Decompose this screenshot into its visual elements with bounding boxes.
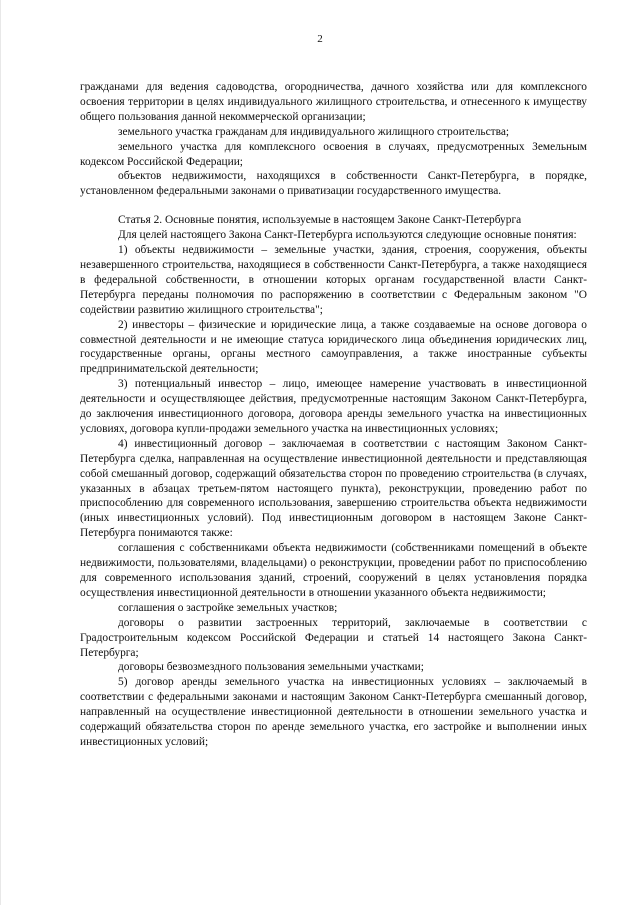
- paragraph: соглашения с собственниками объекта недвижимости (собственниками помещений в объекте недвижимости, пользователями, владельцами) о реконструкции, проведении работ по приспособлению для современного использования зданий, строений, сооружений в целях установления порядка осуществления инвестиционной деятельности в отношении указанного объекта недвижимости;: [80, 542, 587, 599]
- article-heading: Статья 2. Основные понятия, используемые в настоящем Законе Санкт-Петербурга: [118, 214, 522, 227]
- definition-5: 5) договор аренды земельного участка на инвестиционных условиях – заключаемый в соответствии с федеральными законами и настоящим Законом Санкт-Петербурга смешанный договор, направленный на осуществление инвестиционной деятельности в отношении земельного участка и содержащий обязательства сторон по аренде земельного участка, его застройке и выполнении иных инвестиционных условий;: [80, 676, 587, 748]
- document-body: [80, 80, 587, 750]
- paragraph: соглашения о застройке земельных участков;: [118, 601, 338, 614]
- page-number: 2: [317, 33, 323, 45]
- definition-4: 4) инвестиционный договор – заключаемая в соответствии с настоящим Законом Санкт-Петербурга сделка, направленная на осуществление инвестиционной деятельности и представляющая собой смешанный договор, содержащий обязательства сторон по проведению строительства (в случаях, указанных в абзацах третьем-пятом настоящего пункта), реконструкции, проведению работ по приспособлению для современного использования, завершению строительства объекта недвижимости (иных инвестиционных условий). Под инвестиционным договором в настоящем Законе Санкт-Петербурга понимаются также:: [80, 437, 587, 540]
- definition-1: 1) объекты недвижимости – земельные участки, здания, строения, сооружения, объекты незавершенного строительства, находящиеся в собственности Санкт-Петербурга, а также находящиеся в федеральной собственности, в отношении которых органам государственной власти Санкт-Петербурга переданы полномочия по распоряжению в соответствии с Федеральным законом "О содействии развитию жилищного строительства";: [80, 244, 587, 316]
- definition-3: 3) потенциальный инвестор – лицо, имеющее намерение участвовать в инвестиционной деятельности и осуществляющее действия, предусмотренные настоящим Законом Санкт-Петербурга, до заключения инвестиционного договора, договора аренды земельного участка на инвестиционных условиях, договора купли-продажи земельного участка на инвестиционных условиях;: [80, 378, 587, 435]
- scan-edge: [0, 0, 1, 905]
- paragraph: объектов недвижимости, находящихся в собственности Санкт-Петербурга, в порядке, установленном федеральными законами о приватизации государственного имущества.: [80, 170, 587, 198]
- paragraph: земельного участка для комплексного освоения в случаях, предусмотренных Земельным кодексом Российской Федерации;: [80, 140, 587, 168]
- paragraph: договоры о развитии застроенных территорий, заключаемые в соответствии с Градостроительным кодексом Российской Федерации и статьей 14 настоящего Закона Санкт-Петербурга;: [80, 616, 587, 659]
- paragraph: земельного участка гражданам для индивидуального жилищного строительства;: [118, 125, 510, 138]
- paragraph: гражданами для ведения садоводства, огородничества, дачного хозяйства или для комплексного освоения территории в целях индивидуального жилищного строительства, и отнесенного к имуществу общего пользования данной некоммерческой организации;: [80, 81, 587, 123]
- definition-2: 2) инвесторы – физические и юридические лица, а также создаваемые на основе договора о совместной деятельности и не имеющие статуса юридического лица объединения юридических лиц, государственные органы, органы местного самоуправления, а также иностранные субъекты предпринимательской деятельности;: [80, 318, 587, 376]
- paragraph: Для целей настоящего Закона Санкт-Петербурга используются следующие основные понятия:: [118, 229, 577, 242]
- paragraph: договоры безвозмездного пользования земельными участками;: [118, 661, 424, 674]
